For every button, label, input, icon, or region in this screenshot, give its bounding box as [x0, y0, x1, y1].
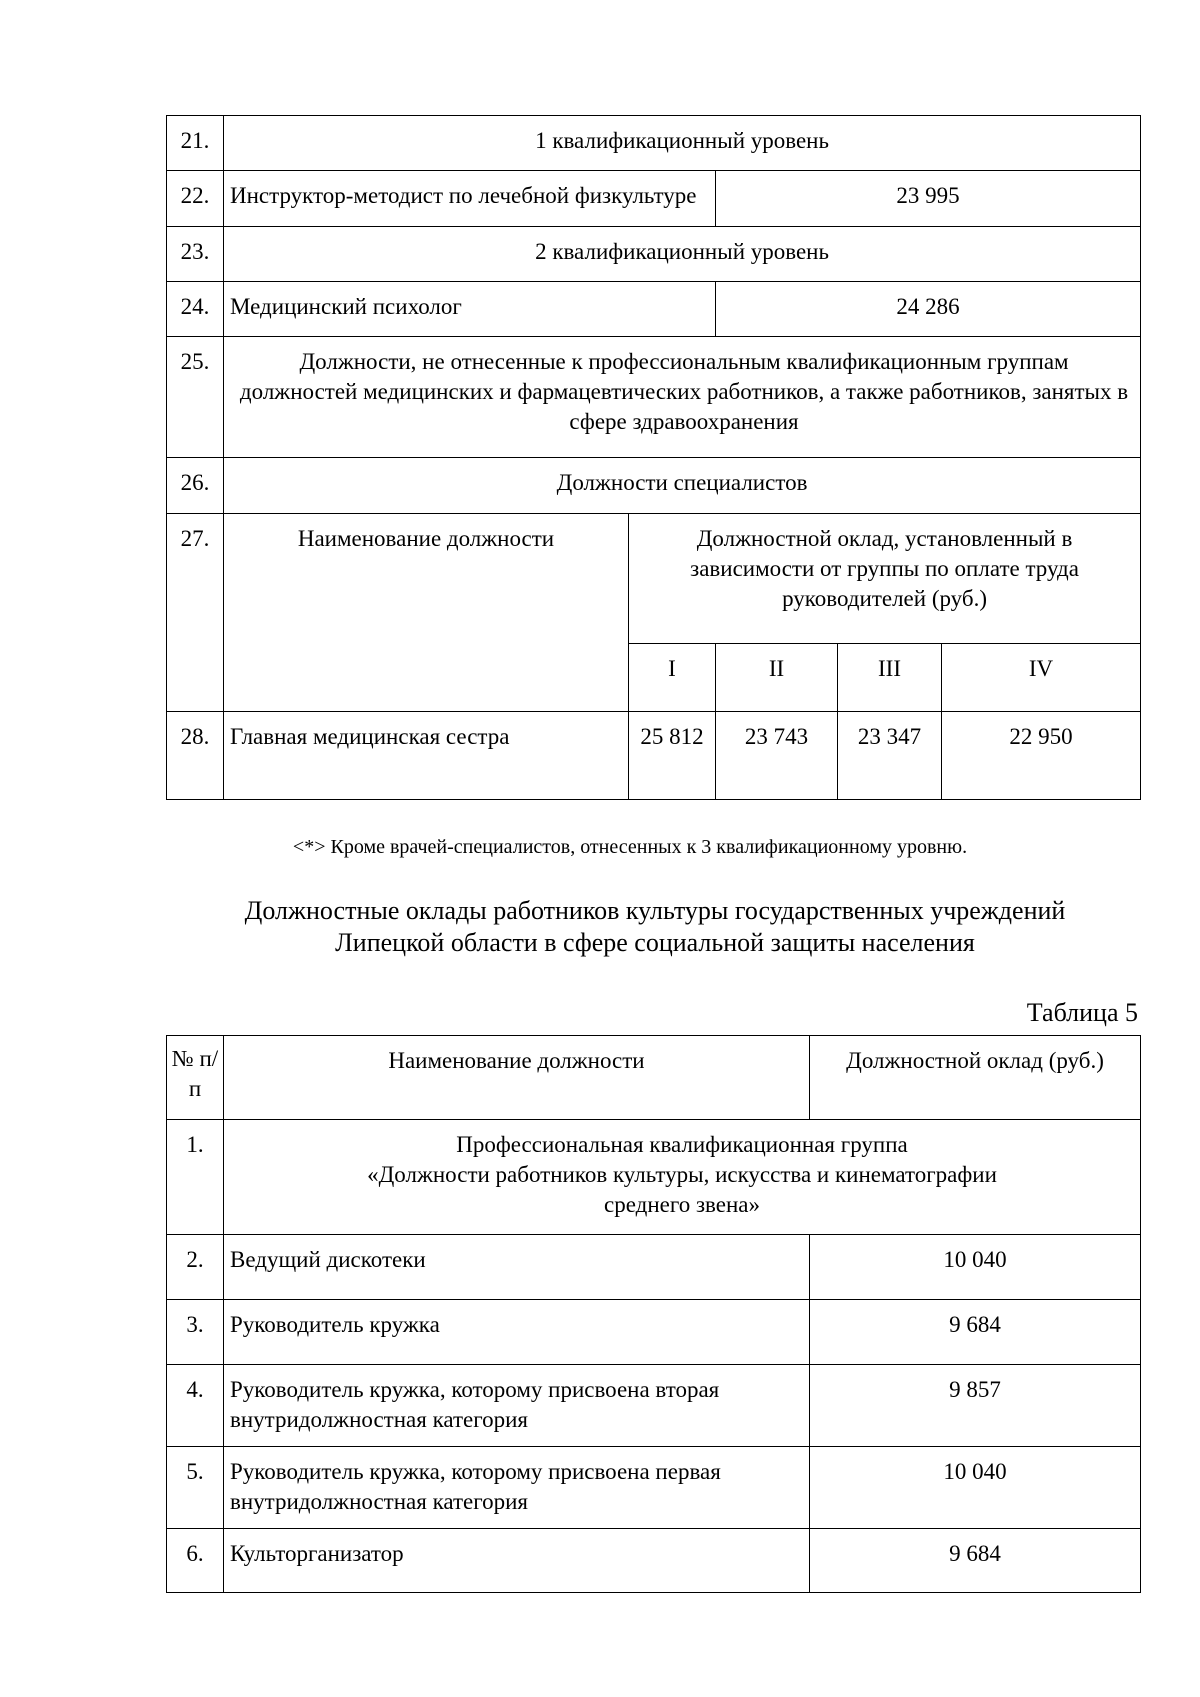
- table-row: [167, 1529, 1141, 1593]
- table-row: [167, 1120, 1141, 1235]
- row-number: 24.: [167, 282, 224, 337]
- salary-value: 10 040: [810, 1447, 1141, 1529]
- position-name: Руководитель кружка: [224, 1300, 810, 1365]
- table-row: [167, 1447, 1141, 1529]
- salary-value: 22 950: [942, 712, 1141, 800]
- salary-table-culture: [166, 1035, 1141, 1593]
- table-row: [167, 514, 1141, 644]
- table-row: [167, 1235, 1141, 1300]
- column-header-position: Наименование должности: [224, 1036, 810, 1120]
- position-name: Культорганизатор: [224, 1529, 810, 1593]
- position-name: Руководитель кружка, которому присвоена первая внутридолжностная категория: [224, 1447, 810, 1529]
- row-number: 27.: [167, 514, 224, 712]
- salary-value: 25 812: [629, 712, 716, 800]
- row-number: 26.: [167, 458, 224, 514]
- row-number: 4.: [167, 1365, 224, 1447]
- row-number: 21.: [167, 116, 224, 171]
- position-name: Главная медицинская сестра: [224, 712, 629, 800]
- row-number: 25.: [167, 337, 224, 458]
- position-name: Ведущий дискотеки: [224, 1235, 810, 1300]
- group-header: II: [716, 644, 838, 712]
- salary-value: 23 347: [838, 712, 942, 800]
- row-number: 22.: [167, 171, 224, 227]
- row-number: 23.: [167, 227, 224, 282]
- row-number: 3.: [167, 1300, 224, 1365]
- row-number: 1.: [167, 1120, 224, 1235]
- column-header-salary: Должностной оклад (руб.): [810, 1036, 1141, 1120]
- footnote: <*> Кроме врачей-специалистов, отнесенных к 3 квалификационному уровню.: [292, 836, 968, 858]
- row-number: 28.: [167, 712, 224, 800]
- group-heading-line: среднего звена»: [604, 1192, 760, 1217]
- table-header-row: [167, 1036, 1141, 1120]
- row-number: 5.: [167, 1447, 224, 1529]
- column-header-position: Наименование должности: [224, 514, 629, 712]
- column-header-number: № п/п: [167, 1036, 224, 1120]
- table-row: [167, 1300, 1141, 1365]
- salary-table-medical: [166, 115, 1141, 800]
- table-row: [167, 712, 1141, 800]
- table-row: [167, 1365, 1141, 1447]
- section-heading: Должности специалистов: [224, 458, 1141, 514]
- table-label: Таблица 5: [1026, 998, 1138, 1027]
- table-row: [167, 282, 1141, 337]
- salary-value: 9 857: [810, 1365, 1141, 1447]
- section-title-line: Липецкой области в сфере социальной защиты населения: [335, 928, 975, 957]
- salary-value: 9 684: [810, 1300, 1141, 1365]
- position-name: Инструктор-методист по лечебной физкультуре: [224, 171, 716, 227]
- salary-value: 23 995: [716, 171, 1141, 227]
- table-row: [167, 458, 1141, 514]
- group-heading-line: «Должности работников культуры, искусства и кинематографии: [367, 1162, 997, 1187]
- section-heading: Должности, не отнесенные к профессиональным квалификационным группам должностей медицинских и фармацевтических работников, а также работников, занятых в сфере здравоохранения: [224, 337, 1141, 458]
- table-row: [167, 171, 1141, 227]
- group-header: IV: [942, 644, 1141, 712]
- section-title: [0, 895, 1200, 959]
- group-heading: [224, 1120, 1141, 1235]
- qualification-level-heading: 2 квалификационный уровень: [224, 227, 1141, 282]
- row-number: 6.: [167, 1529, 224, 1593]
- qualification-level-heading: 1 квалификационный уровень: [224, 116, 1141, 171]
- table-row: [167, 227, 1141, 282]
- position-name: Медицинский психолог: [224, 282, 716, 337]
- salary-value: 10 040: [810, 1235, 1141, 1300]
- group-header: III: [838, 644, 942, 712]
- group-heading-line: Профессиональная квалификационная группа: [456, 1132, 908, 1157]
- row-number: 2.: [167, 1235, 224, 1300]
- salary-value: 23 743: [716, 712, 838, 800]
- salary-value: 24 286: [716, 282, 1141, 337]
- column-header-salary: Должностной оклад, установленный в зависимости от группы по оплате труда руководителей (руб.): [629, 514, 1141, 644]
- group-header: I: [629, 644, 716, 712]
- salary-value: 9 684: [810, 1529, 1141, 1593]
- table-row: [167, 116, 1141, 171]
- table-row: [167, 337, 1141, 458]
- position-name: Руководитель кружка, которому присвоена вторая внутридолжностная категория: [224, 1365, 810, 1447]
- section-title-line: Должностные оклады работников культуры государственных учреждений: [244, 896, 1066, 925]
